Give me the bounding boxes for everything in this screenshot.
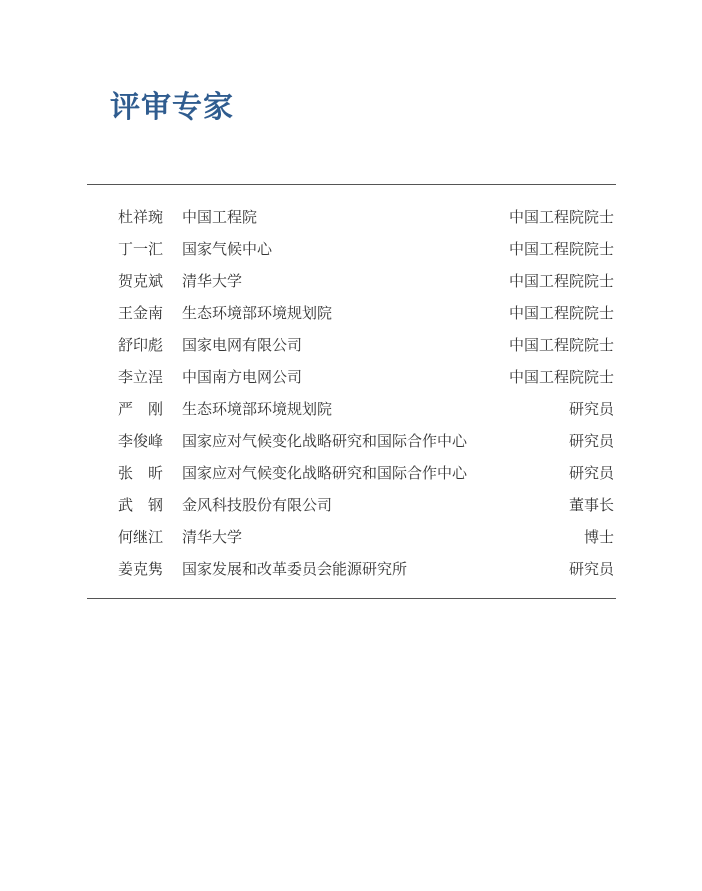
expert-organization: 国家应对气候变化战略研究和国际合作中心 <box>182 463 468 482</box>
expert-organization: 国家发展和改革委员会能源研究所 <box>182 559 408 578</box>
expert-organization: 生态环境部环境规划院 <box>182 399 333 418</box>
expert-row <box>87 264 616 296</box>
expert-title: 中国工程院院士 <box>508 367 614 386</box>
expert-title: 中国工程院院士 <box>508 207 614 226</box>
expert-row <box>87 200 616 232</box>
expert-row <box>87 424 616 456</box>
expert-name: 王金南 <box>118 303 164 322</box>
expert-organization: 中国南方电网公司 <box>182 367 303 386</box>
page-title: 评审专家 <box>110 90 234 125</box>
expert-title: 中国工程院院士 <box>508 239 614 258</box>
expert-name: 杜祥琬 <box>118 207 164 226</box>
expert-title: 研究员 <box>568 399 614 418</box>
expert-title: 研究员 <box>568 431 614 450</box>
expert-name: 张 昕 <box>118 463 164 482</box>
expert-name: 舒印彪 <box>118 335 164 354</box>
expert-row <box>87 232 616 264</box>
expert-title: 中国工程院院士 <box>508 271 614 290</box>
expert-title: 研究员 <box>568 559 614 578</box>
expert-organization: 国家应对气候变化战略研究和国际合作中心 <box>182 431 468 450</box>
expert-row <box>87 488 616 520</box>
expert-organization: 清华大学 <box>182 271 243 290</box>
expert-table <box>87 184 616 599</box>
expert-title: 中国工程院院士 <box>508 335 614 354</box>
expert-title: 博士 <box>583 527 614 546</box>
expert-name: 贺克斌 <box>118 271 164 290</box>
expert-row <box>87 456 616 488</box>
expert-name: 丁一汇 <box>118 239 164 258</box>
expert-organization: 国家气候中心 <box>182 239 273 258</box>
expert-organization: 国家电网有限公司 <box>182 335 303 354</box>
expert-name: 姜克隽 <box>118 559 164 578</box>
expert-title: 董事长 <box>568 495 614 514</box>
expert-organization: 生态环境部环境规划院 <box>182 303 333 322</box>
expert-name: 严 刚 <box>118 399 164 418</box>
expert-row <box>87 360 616 392</box>
expert-row <box>87 328 616 360</box>
expert-title: 中国工程院院士 <box>508 303 614 322</box>
expert-name: 李俊峰 <box>118 431 164 450</box>
expert-name: 何继江 <box>118 527 164 546</box>
expert-name: 李立浧 <box>118 367 164 386</box>
expert-title: 研究员 <box>568 463 614 482</box>
expert-row <box>87 552 616 584</box>
expert-row <box>87 520 616 552</box>
expert-name: 武 钢 <box>118 495 164 514</box>
expert-organization: 中国工程院 <box>182 207 258 226</box>
expert-organization: 清华大学 <box>182 527 243 546</box>
expert-row <box>87 392 616 424</box>
expert-row <box>87 296 616 328</box>
expert-organization: 金风科技股份有限公司 <box>182 495 333 514</box>
